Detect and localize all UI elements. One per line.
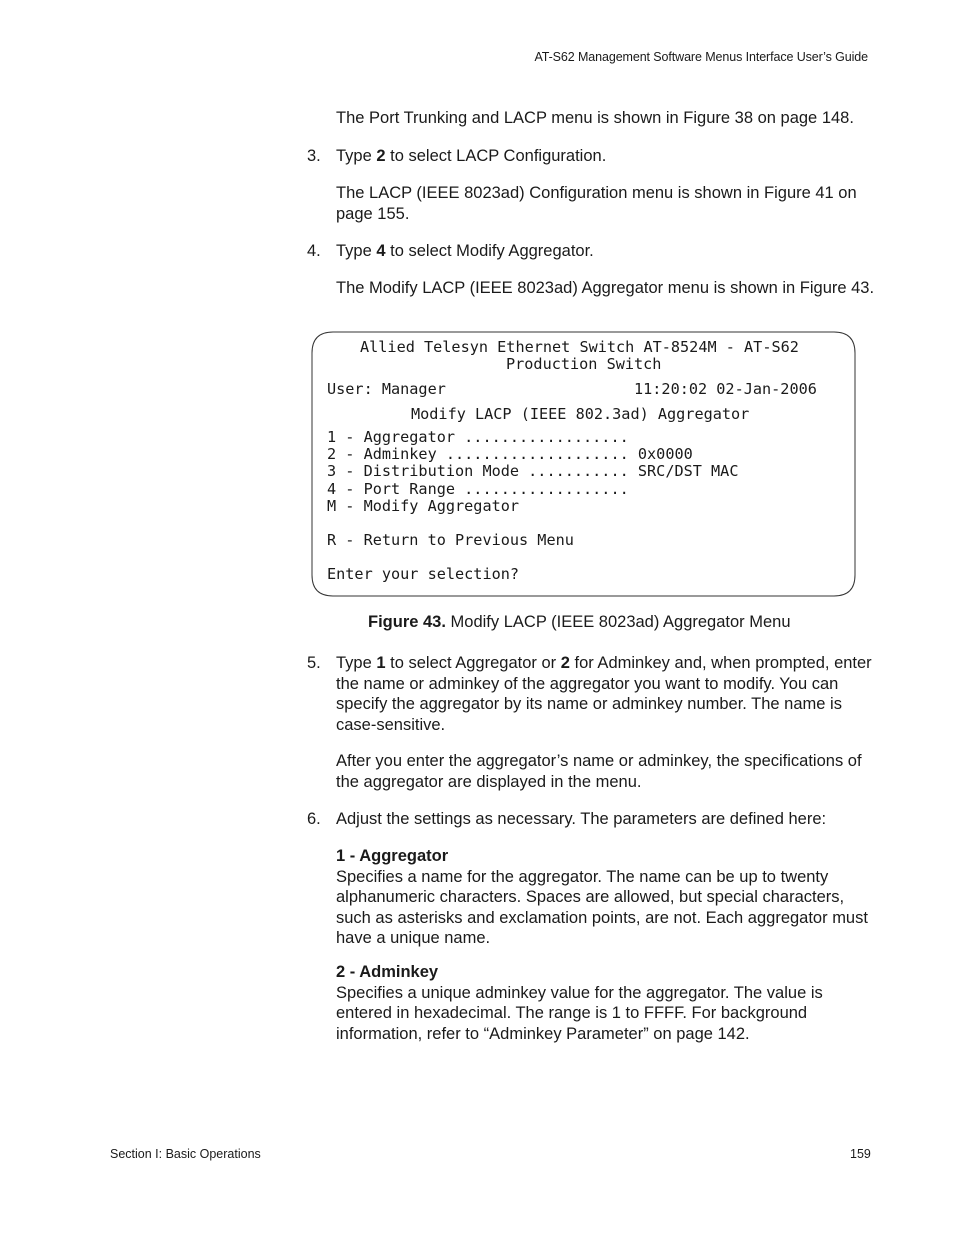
step-4-note: The Modify LACP (IEEE 8023ad) Aggregator menu is shown in Figure 43. bbox=[336, 279, 875, 297]
terminal-return-item[interactable]: R - Return to Previous Menu bbox=[327, 531, 574, 549]
parameter-description: Specifies a unique adminkey value for the aggregator. The value is entered in hexadecimal. The range is 1 to FFFF. For background information, refer to “Adminkey Parameter” on page 142. bbox=[336, 983, 823, 1043]
intro-paragraph: The Port Trunking and LACP menu is shown in Figure 38 on page 148. bbox=[336, 109, 854, 127]
step-number: 6. bbox=[307, 810, 321, 828]
parameter-adminkey bbox=[336, 962, 876, 1044]
step-number: 3. bbox=[307, 147, 321, 165]
terminal-title-line: Allied Telesyn Ethernet Switch AT-8524M - AT-S62 bbox=[360, 338, 799, 356]
parameter-aggregator bbox=[336, 846, 876, 949]
terminal-menu-title: Modify LACP (IEEE 802.3ad) Aggregator bbox=[411, 405, 750, 423]
step-number: 4. bbox=[307, 242, 321, 260]
step-text: Adjust the settings as necessary. The parameters are defined here: bbox=[336, 810, 827, 828]
figure-label: Figure 43. bbox=[368, 613, 446, 631]
terminal-menu-item[interactable]: M - Modify Aggregator bbox=[327, 497, 520, 515]
terminal-menu-item[interactable]: 4 - Port Range .................. bbox=[327, 480, 629, 498]
figure-caption bbox=[368, 613, 791, 632]
terminal-prompt[interactable]: Enter your selection? bbox=[327, 565, 520, 583]
parameter-description: Specifies a name for the aggregator. The name can be up to twenty alphanumeric characters. Spaces are allowed, but special characters, such as asterisks and exclamation points, are not. Each aggregator must have a unique name. bbox=[336, 867, 868, 947]
terminal-subtitle-line: Production Switch bbox=[506, 355, 662, 373]
terminal-screen bbox=[311, 331, 856, 597]
step-number: 5. bbox=[307, 654, 321, 672]
terminal-user: User: Manager bbox=[327, 380, 446, 398]
step-text: Type 4 to select Modify Aggregator. bbox=[336, 242, 594, 260]
terminal-menu-item[interactable]: 3 - Distribution Mode ........... SRC/DST MAC bbox=[327, 462, 739, 480]
parameter-title: 1 - Aggregator bbox=[336, 847, 449, 865]
parameter-title: 2 - Adminkey bbox=[336, 963, 439, 981]
terminal-menu-item[interactable]: 2 - Adminkey .................... 0x0000 bbox=[327, 445, 693, 463]
step-text: Type 2 to select LACP Configuration. bbox=[336, 147, 607, 165]
terminal-menu-item[interactable]: 1 - Aggregator .................. bbox=[327, 428, 629, 446]
step-5-note: After you enter the aggregator’s name or adminkey, the specifications of the aggregator are displayed in the menu. bbox=[336, 752, 862, 791]
step-3-note: The LACP (IEEE 8023ad) Configuration menu is shown in Figure 41 on page 155. bbox=[336, 184, 857, 223]
terminal-datetime: 11:20:02 02-Jan-2006 bbox=[634, 380, 817, 398]
running-header: AT-S62 Management Software Menus Interface User’s Guide bbox=[534, 50, 868, 64]
footer-page-number: 159 bbox=[850, 1147, 871, 1161]
figure-caption-text: Modify LACP (IEEE 8023ad) Aggregator Menu bbox=[450, 613, 791, 631]
step-text: Type 1 to select Aggregator or 2 for Adminkey and, when prompted, enter the name or adminkey of the aggregator you want to modify. You can specify the aggregator by its name or adminkey number. The name is case-sensitive. bbox=[336, 654, 872, 734]
footer-section: Section I: Basic Operations bbox=[110, 1147, 261, 1161]
